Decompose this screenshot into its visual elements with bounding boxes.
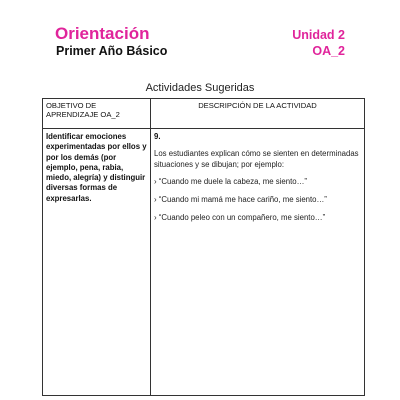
description-cell [151, 129, 365, 396]
objective-text: Identificar emociones experimentadas por ellos y por los demás (por ejemplo, pena, rabia, miedo, alegría) y distinguir diversas formas de expresarlas. [46, 132, 147, 203]
description-column-header: DESCRIPCIÓN DE LA ACTIVIDAD [151, 99, 365, 129]
subject-title: Orientación [55, 24, 150, 43]
objective-column-header: OBJETIVO DE APRENDIZAJE OA_2 [43, 99, 151, 129]
grade-label: Primer Año Básico [56, 44, 168, 58]
activity-number: 9. [154, 132, 161, 141]
activity-example: › “Cuando mi mamá me hace cariño, me siento…” [154, 195, 327, 205]
activity-example: › “Cuando peleo con un compañero, me siento…” [154, 213, 326, 223]
activity-example: › “Cuando me duele la cabeza, me siento…” [154, 177, 307, 187]
oa-label: OA_2 [312, 44, 345, 58]
objective-cell [43, 129, 151, 396]
section-title: Actividades Sugeridas [145, 82, 255, 94]
unit-label: Unidad 2 [292, 28, 345, 42]
table-header-row [43, 99, 365, 129]
activity-intro: Los estudiantes explican cómo se sienten en determinadas situaciones y se dibujan; por ejemplo: [154, 149, 359, 169]
document-header [55, 24, 345, 64]
activities-table [42, 98, 365, 396]
table-row [43, 129, 365, 396]
